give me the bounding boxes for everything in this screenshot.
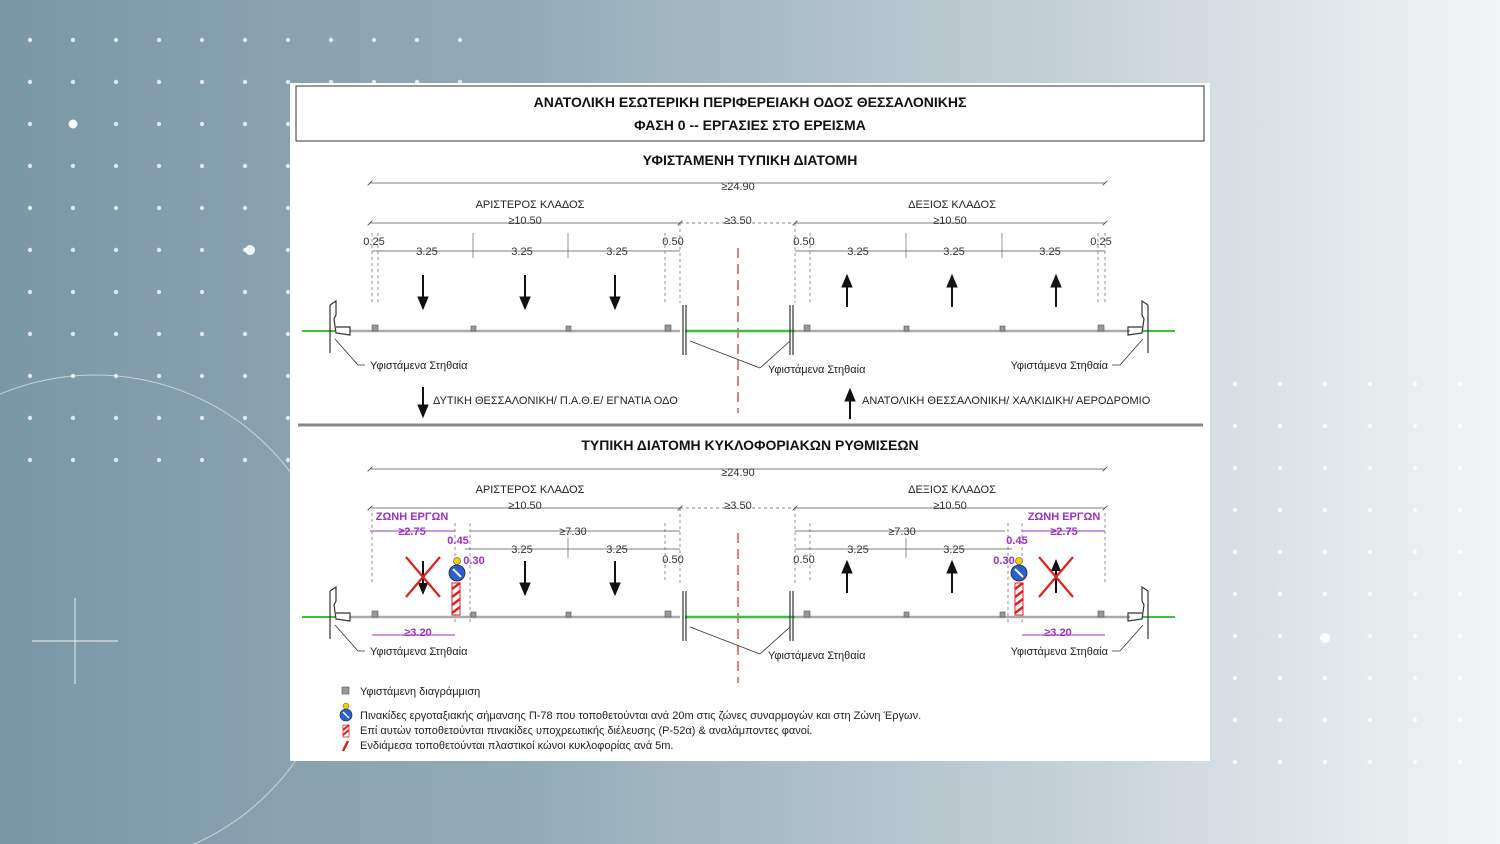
decor-dot: [1458, 676, 1462, 680]
section1-barrier-right: Υφιστάμενα Στηθαία: [1010, 360, 1108, 372]
decor-dot: [200, 416, 204, 420]
direction-west: ΔΥΤΙΚΗ ΘΕΣΣΑΛΟΝΙΚΗ/ Π.Α.Θ.Ε/ ΕΓΝΑΤΙΑ ΟΔΟ: [433, 395, 678, 407]
s2-left-dim-4: 0.50: [662, 554, 684, 566]
section1-left-branch: ΑΡΙΣΤΕΡΟΣ ΚΛΑΔΟΣ: [475, 199, 585, 211]
s2-left-dim-3: 3.25: [606, 544, 628, 556]
decor-dot: [114, 164, 118, 168]
section1-barrier-center: Υφιστάμενα Στηθαία: [768, 364, 866, 376]
decor-dot: [1323, 592, 1327, 596]
section2-left-width: ≥10.50: [508, 500, 542, 512]
decor-dot: [1413, 550, 1417, 554]
decor-dot: [157, 80, 161, 84]
section2-barrier-center: Υφιστάμενα Στηθαία: [768, 650, 866, 662]
decor-dot: [1458, 508, 1462, 512]
decor-dot: [1233, 550, 1237, 554]
decor-dot: [200, 374, 204, 378]
legend-marking-text: Υφιστάμενη διαγράμμιση: [360, 686, 481, 698]
decor-dot: [1458, 634, 1462, 638]
decor-dot: [1413, 466, 1417, 470]
decor-dot: [1413, 382, 1417, 386]
decor-dot: [200, 290, 204, 294]
decor-dot: [1458, 424, 1462, 428]
closed-lane-left: [406, 557, 440, 597]
decor-dot: [1368, 424, 1372, 428]
decor-dot: [1368, 718, 1372, 722]
decor-dot: [1323, 676, 1327, 680]
legend: [340, 686, 921, 752]
existing-section: [302, 152, 1175, 419]
legend-sign-symbol: [340, 703, 352, 721]
decor-dot: [157, 122, 161, 126]
section2-barrier-left: Υφιστάμενα Στηθαία: [370, 646, 468, 658]
decor-dot: [71, 38, 75, 42]
section1-left-width: ≥10.50: [508, 215, 542, 227]
section2-median: ≥3.50: [724, 500, 752, 512]
decor-dot: [157, 374, 161, 378]
decor-dot: [372, 38, 376, 42]
decor-dot: [1458, 550, 1462, 554]
decor-dot: [200, 80, 204, 84]
decor-dot: [1278, 718, 1282, 722]
decor-dot: [1233, 382, 1237, 386]
decor-dot: [157, 248, 161, 252]
s2-right-dim-1: 3.25: [847, 544, 869, 556]
decor-dot: [1233, 592, 1237, 596]
decor-dot: [157, 458, 161, 462]
decor-dot: [243, 80, 247, 84]
section1-total-width: ≥24.90: [721, 181, 755, 193]
decor-dot: [28, 164, 32, 168]
legend-sign1-text: Πινακίδες εργοταξιακής σήμανσης Π-78 που τοποθετούνται ανά 20m στις ζώνες συναρμογών και στη Ζώνη Έργων.: [360, 710, 922, 722]
decor-dot: [1368, 550, 1372, 554]
decor-dot: [200, 122, 204, 126]
s1-left-dim-3: 3.25: [606, 246, 628, 258]
decor-dot: [1233, 718, 1237, 722]
decor-dot: [71, 458, 75, 462]
decor-dot: [157, 164, 161, 168]
decor-dot: [200, 248, 204, 252]
decor-dot: [1368, 634, 1372, 638]
decor-dot: [1278, 634, 1282, 638]
decor-dot: [1233, 466, 1237, 470]
title-line-1: ΑΝΑΤΟΛΙΚΗ ΕΣΩΤΕΡΙΚΗ ΠΕΡΙΦΕΡΕΙΑΚΗ ΟΔΟΣ ΘΕΣΣΑΛΟΝΙΚΗΣ: [533, 94, 967, 110]
decor-dot: [1413, 718, 1417, 722]
decor-dot: [1413, 676, 1417, 680]
decor-dot: [1368, 508, 1372, 512]
decor-dot: [243, 38, 247, 42]
decor-dot: [1233, 424, 1237, 428]
decor-dot: [243, 458, 247, 462]
decor-dot: [71, 290, 75, 294]
decor-dot: [1233, 634, 1237, 638]
s1-right-dim-4: 0.25: [1090, 236, 1112, 248]
decor-dot: [1323, 466, 1327, 470]
decor-dot: [1278, 550, 1282, 554]
decor-dot: [1413, 592, 1417, 596]
decor-dot: [1278, 508, 1282, 512]
decor-dot: [157, 332, 161, 336]
decor-dot: [200, 332, 204, 336]
decor-dot: [114, 290, 118, 294]
decor-dot: [28, 458, 32, 462]
decor-dot: [114, 248, 118, 252]
section1-median: ≥3.50: [724, 215, 752, 227]
decor-dot: [28, 332, 32, 336]
decor-dot: [71, 80, 75, 84]
decor-dot: [200, 38, 204, 42]
section1-lane-arrows: [418, 275, 1061, 309]
decor-dot: [1278, 760, 1282, 764]
decor-dot: [1413, 634, 1417, 638]
decor-dot: [458, 38, 462, 42]
decor-dot: [114, 38, 118, 42]
s1-left-dim-2: 3.25: [511, 246, 533, 258]
s1-right-dim-2: 3.25: [943, 246, 965, 258]
decor-dot: [71, 332, 75, 336]
title-line-2: ΦΑΣΗ 0 -- ΕΡΓΑΣΙΕΣ ΣΤΟ ΕΡΕΙΣΜΑ: [634, 117, 866, 133]
decor-dot: [243, 164, 247, 168]
decor-dot: [1323, 550, 1327, 554]
decor-dot: [28, 290, 32, 294]
legend-post-symbol: [343, 725, 349, 737]
decor-dot: [1233, 508, 1237, 512]
decor-dot: [28, 374, 32, 378]
section2-left-branch: ΑΡΙΣΤΕΡΟΣ ΚΛΑΔΟΣ: [475, 484, 585, 496]
decor-dot: [243, 416, 247, 420]
section2-barrier-right: Υφιστάμενα Στηθαία: [1010, 646, 1108, 658]
decor-dot: [114, 416, 118, 420]
decor-dot: [1413, 760, 1417, 764]
decor-dot: [1323, 718, 1327, 722]
decor-dot: [1278, 592, 1282, 596]
decor-dot: [1368, 382, 1372, 386]
decor-dot: [71, 206, 75, 210]
decor-dot: [1458, 718, 1462, 722]
drawing-sheet: [290, 83, 1210, 761]
decor-dot: [114, 206, 118, 210]
decor-dot: [1278, 676, 1282, 680]
s2-right-dim-2: 3.25: [943, 544, 965, 556]
decor-dot: [1233, 676, 1237, 680]
legend-cone-symbol: [343, 741, 348, 751]
decor-dot: [1278, 466, 1282, 470]
shoulder-left-width: ≥3.20: [404, 627, 432, 639]
decor-dot: [1320, 633, 1330, 643]
decor-dot: [114, 458, 118, 462]
decor-dot: [243, 374, 247, 378]
section1-right-branch: ΔΕΞΙΟΣ ΚΛΑΔΟΣ: [908, 199, 996, 211]
closed-lane-right: [1039, 557, 1073, 597]
decor-dot: [69, 120, 78, 129]
cross-section-drawing: [290, 83, 1210, 761]
decor-dot: [71, 248, 75, 252]
s1-left-dim-0: 0.25: [363, 236, 385, 248]
s2-right-dim-3: 0.30: [993, 555, 1015, 567]
decor-dot: [157, 206, 161, 210]
section1-title: ΥΦΙΣΤΑΜΕΝΗ ΤΥΠΙΚΗ ΔΙΑΤΟΜΗ: [642, 152, 858, 168]
decor-dot: [114, 80, 118, 84]
decor-dot: [1368, 592, 1372, 596]
decor-dot: [1368, 676, 1372, 680]
legend-sign2-text: Επί αυτών τοποθετούνται πινακίδες υποχρεωτικής διέλευσης (Ρ-52α) & αναλάμποντες φανοί.: [360, 725, 813, 737]
section1-barrier-left: Υφιστάμενα Στηθαία: [370, 360, 468, 372]
decor-dot: [71, 164, 75, 168]
decor-dot: [1368, 466, 1372, 470]
decor-dot: [245, 245, 255, 255]
section2-right-width: ≥10.50: [933, 500, 967, 512]
decor-dot: [1458, 760, 1462, 764]
section2-title: ΤΥΠΙΚΗ ΔΙΑΤΟΜΗ ΚΥΚΛΟΦΟΡΙΑΚΩΝ ΡΥΘΜΙΣΕΩΝ: [581, 437, 919, 453]
decor-dot: [1233, 760, 1237, 764]
decor-dot: [243, 206, 247, 210]
decor-dot: [28, 248, 32, 252]
s1-left-dim-4: 0.50: [662, 236, 684, 248]
decor-dot: [1323, 508, 1327, 512]
decor-dot: [114, 332, 118, 336]
decor-dot: [157, 38, 161, 42]
section2-right-branch: ΔΕΞΙΟΣ ΚΛΑΔΟΣ: [908, 484, 996, 496]
s2-left-dim-0: 0.45: [447, 535, 469, 547]
decor-arc: [0, 375, 340, 844]
decor-dot: [1458, 592, 1462, 596]
decor-dot: [71, 416, 75, 420]
decor-dot: [1458, 466, 1462, 470]
decor-dot: [28, 38, 32, 42]
decor-dot: [28, 122, 32, 126]
s2-right-dim-0: 0.50: [793, 554, 815, 566]
decor-dot: [1413, 424, 1417, 428]
decor-dot: [1368, 760, 1372, 764]
decor-dot: [28, 80, 32, 84]
s1-right-dim-1: 3.25: [847, 246, 869, 258]
work-zone-left-width: ≥2.75: [398, 526, 426, 538]
decor-dot: [1278, 382, 1282, 386]
direction-east: ΑΝΑΤΟΛΙΚΗ ΘΕΣΣΑΛΟΝΙΚΗ/ ΧΑΛΚΙΔΙΚΗ/ ΑΕΡΟΔΡΟΜΙΟ: [862, 395, 1151, 407]
legend-cones-text: Ενδιάμεσα τοποθετούνται πλαστικοί κώνοι κυκλοφορίας ανά 5m.: [360, 740, 674, 752]
decor-dot: [28, 206, 32, 210]
section2-left-open: ≥7.30: [559, 526, 587, 538]
decor-dot: [1278, 424, 1282, 428]
decor-dot: [200, 206, 204, 210]
s1-right-dim-0: 0.50: [793, 236, 815, 248]
s1-left-dim-1: 3.25: [416, 246, 438, 258]
decor-dot: [1413, 508, 1417, 512]
s2-left-dim-2: 3.25: [511, 544, 533, 556]
decor-dot: [157, 416, 161, 420]
s1-right-dim-3: 3.25: [1039, 246, 1061, 258]
decor-dot: [415, 38, 419, 42]
decor-dot: [1458, 382, 1462, 386]
work-zone-left-label: ΖΩΝΗ ΕΡΓΩΝ: [375, 511, 449, 523]
decor-dot: [1323, 382, 1327, 386]
section2-total-width: ≥24.90: [721, 467, 755, 479]
decor-dot: [200, 164, 204, 168]
decor-dot: [157, 290, 161, 294]
decor-dot: [243, 290, 247, 294]
decor-dot: [329, 38, 333, 42]
decor-dot: [114, 122, 118, 126]
work-zone-right-label: ΖΩΝΗ ΕΡΓΩΝ: [1027, 511, 1101, 523]
decor-dot: [28, 416, 32, 420]
traffic-arrangement-section: [302, 437, 1175, 683]
decor-dot: [1323, 760, 1327, 764]
work-zone-right-width: ≥2.75: [1050, 526, 1078, 538]
decor-dot: [1323, 424, 1327, 428]
decor-dot: [243, 332, 247, 336]
s2-left-dim-1: 0.30: [463, 555, 485, 567]
legend-marking-symbol: [342, 687, 349, 694]
decor-dot: [243, 122, 247, 126]
section1-right-width: ≥10.50: [933, 215, 967, 227]
s2-right-dim-4: 0.45: [1006, 535, 1028, 547]
section2-right-open: ≥7.30: [888, 526, 916, 538]
shoulder-right-width: ≥3.20: [1044, 627, 1072, 639]
decor-dot: [286, 38, 290, 42]
decor-dot: [200, 458, 204, 462]
